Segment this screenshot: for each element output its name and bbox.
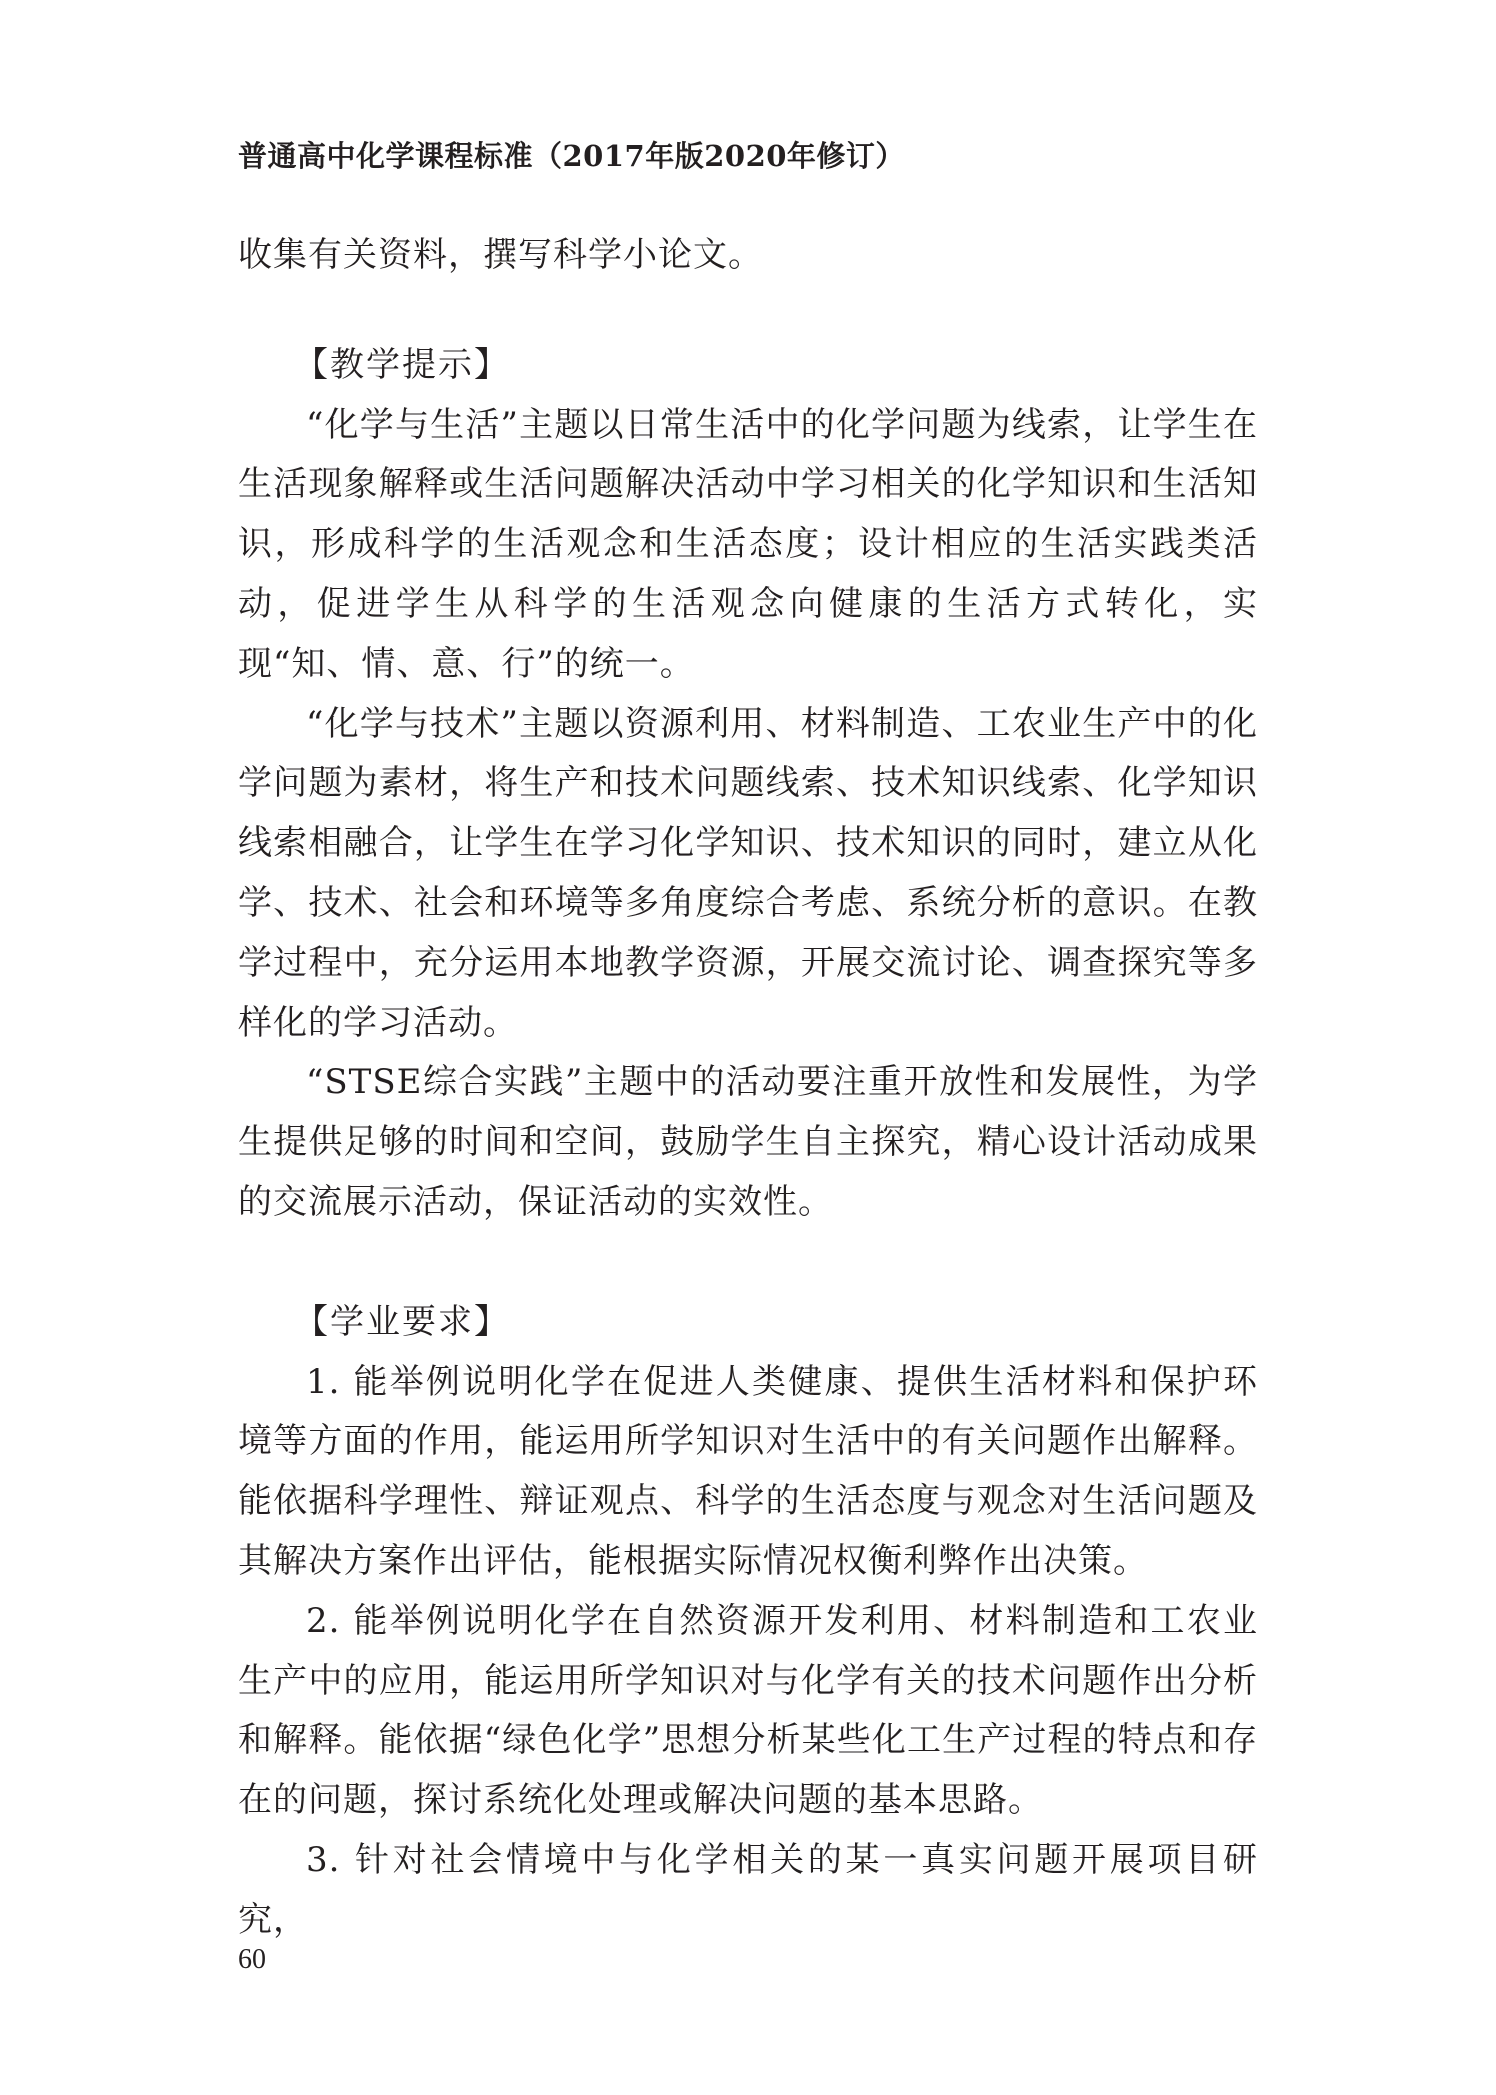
teaching-tips-heading: 【教学提示】 — [294, 344, 510, 385]
academic-requirements-heading: 【学业要求】 — [294, 1301, 510, 1342]
page-number: 60 — [238, 1944, 266, 1975]
teaching-tip-paragraph: “化学与生活”主题以日常生活中的化学问题为线索，让学生在生活现象解释或生活问题解决活动中学习相关的化学知识和生活知识，形成科学的生活观念和生活态度；设计相应的生活实践类活动，促进学生从科学的生活观念向健康的生活方式转化，实现“知、情、意、行”的统一。 — [238, 404, 1258, 684]
page-body — [238, 226, 1258, 1951]
academic-requirement-item: 3. 针对社会情境中与化学相关的某一真实问题开展项目研究， — [238, 1839, 1258, 1940]
teaching-tip-paragraph: “STSE综合实践”主题中的活动要注重开放性和发展性，为学生提供足够的时间和空间，鼓励学生自主探究，精心设计活动成果的交流展示活动，保证活动的实效性。 — [238, 1062, 1258, 1222]
section-spacer — [238, 286, 1258, 336]
academic-requirement-item: 2. 能举例说明化学在自然资源开发利用、材料制造和工农业生产中的应用，能运用所学知识对与化学有关的技术问题作出分析和解释。能依据“绿色化学”思想分析某些化工生产过程的特点和存在的问题，探讨系统化处理或解决问题的基本思路。 — [238, 1600, 1258, 1821]
continuation-paragraph: 收集有关资料，撰写科学小论文。 — [238, 235, 763, 275]
section-spacer — [238, 1233, 1258, 1293]
academic-requirement-item: 1. 能举例说明化学在促进人类健康、提供生活材料和保护环境等方面的作用，能运用所学知识对生活中的有关问题作出解释。能依据科学理性、辩证观点、科学的生活态度与观念对生活问题及其解决方案作出评估，能根据实际情况权衡利弊作出决策。 — [238, 1361, 1258, 1581]
page-header-title: 普通高中化学课程标准（2017年版2020年修订） — [238, 139, 905, 173]
teaching-tip-paragraph: “化学与技术”主题以资源利用、材料制造、工农业生产中的化学问题为素材，将生产和技术问题线索、技术知识线索、化学知识线索相融合，让学生在学习化学知识、技术知识的同时，建立从化学、技术、社会和环境等多角度综合考虑、系统分析的意识。在教学过程中，充分运用本地教学资源，开展交流讨论、调查探究等多样化的学习活动。 — [238, 703, 1258, 1043]
